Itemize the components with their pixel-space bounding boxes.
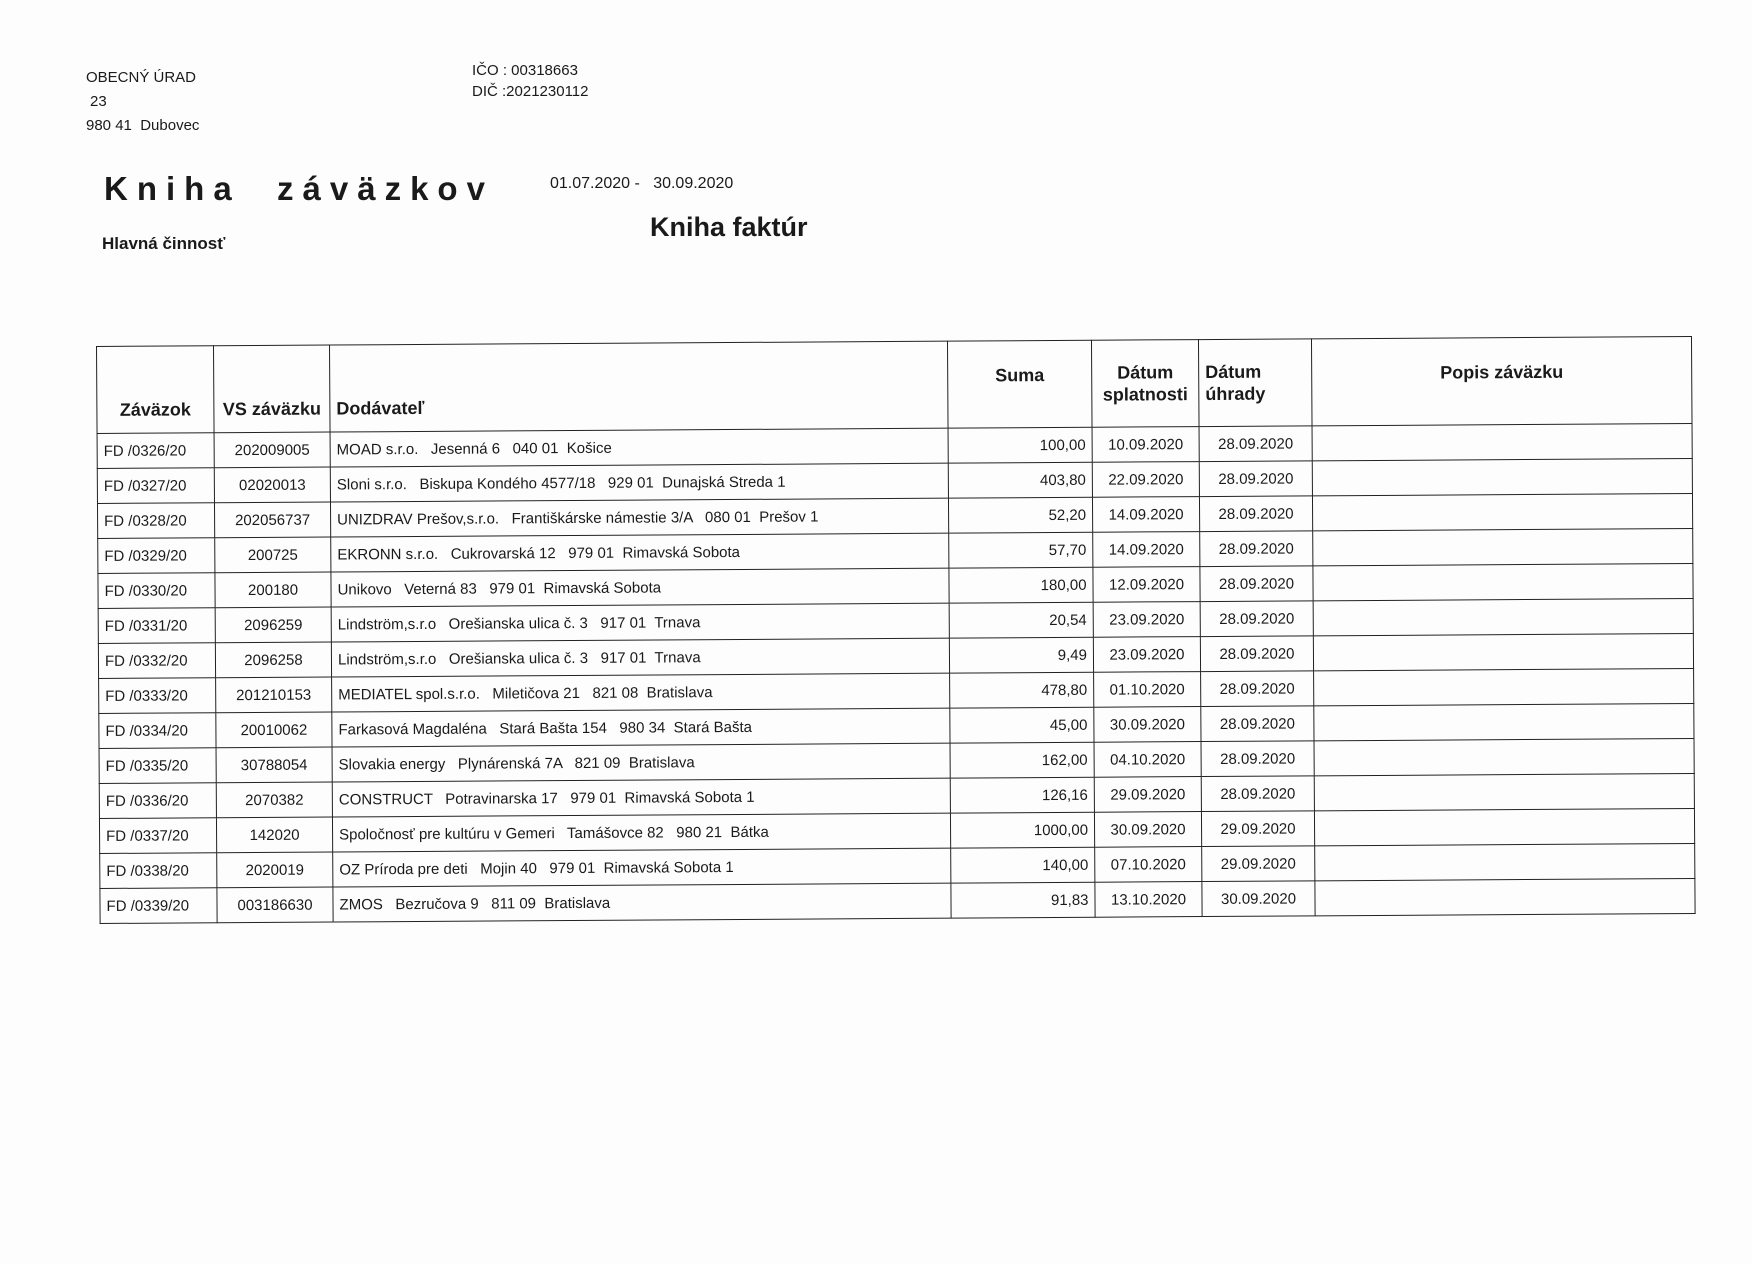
cell-id: FD /0333/20 <box>99 678 216 714</box>
cell-paid-date: 28.09.2020 <box>1201 741 1314 777</box>
cell-due-date: 23.09.2020 <box>1093 602 1200 638</box>
cell-supplier: Unikovo Veterná 83 979 01 Rimavská Sobota <box>331 568 949 607</box>
cell-vs: 2096259 <box>215 607 331 643</box>
cell-due-date: 04.10.2020 <box>1094 742 1201 778</box>
cell-supplier: CONSTRUCT Potravinarska 17 979 01 Rimavská Sobota 1 <box>332 778 950 817</box>
cell-due-date: 14.09.2020 <box>1092 497 1199 533</box>
cell-id: FD /0328/20 <box>97 503 214 539</box>
cell-vs: 2070382 <box>216 782 332 818</box>
cell-id: FD /0326/20 <box>97 433 214 469</box>
cell-vs: 200725 <box>215 537 331 573</box>
cell-due-date: 07.10.2020 <box>1095 847 1202 883</box>
cell-supplier: OZ Príroda pre deti Mojin 40 979 01 Rimavská Sobota 1 <box>333 848 951 887</box>
cell-supplier: ZMOS Bezručova 9 811 09 Bratislava <box>333 883 951 922</box>
cell-due-date: 29.09.2020 <box>1094 777 1201 813</box>
cell-description <box>1312 493 1692 530</box>
cell-supplier: MOAD s.r.o. Jesenná 6 040 01 Košice <box>330 428 948 467</box>
office-ids <box>472 60 588 102</box>
cell-amount: 45,00 <box>950 707 1094 743</box>
cell-due-date: 14.09.2020 <box>1093 532 1200 568</box>
cell-paid-date: 28.09.2020 <box>1199 496 1312 532</box>
dic-number: DIČ :2021230112 <box>472 83 589 100</box>
office-city: 980 41 Dubovec <box>86 117 200 134</box>
cell-id: FD /0332/20 <box>98 643 215 679</box>
cell-paid-date: 28.09.2020 <box>1201 706 1314 742</box>
cell-paid-date: 28.09.2020 <box>1201 671 1314 707</box>
office-name: OBECNÝ ÚRAD <box>86 69 197 86</box>
cell-amount: 57,70 <box>949 532 1093 568</box>
cell-paid-date: 28.09.2020 <box>1200 531 1313 567</box>
header-id: Záväzok <box>97 346 215 434</box>
cell-amount: 478,80 <box>950 672 1094 708</box>
cell-id: FD /0336/20 <box>99 783 216 819</box>
cell-description <box>1314 668 1694 705</box>
cell-amount: 180,00 <box>949 567 1093 603</box>
header-paid-line2: úhrady <box>1205 383 1266 405</box>
cell-description <box>1315 878 1695 915</box>
cell-paid-date: 28.09.2020 <box>1201 776 1314 812</box>
cell-description <box>1314 703 1694 740</box>
cell-amount: 52,20 <box>948 497 1092 533</box>
cell-amount: 9,49 <box>949 637 1093 673</box>
cell-supplier: EKRONN s.r.o. Cukrovarská 12 979 01 Rimavská Sobota <box>331 533 949 572</box>
cell-description <box>1313 633 1693 670</box>
header-paid-line1: Dátum <box>1205 361 1262 383</box>
cell-vs: 202009005 <box>214 432 330 468</box>
cell-amount: 140,00 <box>951 847 1095 883</box>
header-supplier: Dodávateľ <box>329 341 948 432</box>
cell-supplier: Sloni s.r.o. Biskupa Kondého 4577/18 929 01 Dunajská Streda 1 <box>330 463 948 502</box>
cell-due-date: 01.10.2020 <box>1094 672 1201 708</box>
cell-due-date: 22.09.2020 <box>1092 462 1199 498</box>
cell-id: FD /0334/20 <box>99 713 216 749</box>
cell-id: FD /0339/20 <box>100 888 217 924</box>
cell-vs: 003186630 <box>217 887 333 923</box>
cell-paid-date: 30.09.2020 <box>1202 881 1315 917</box>
cell-amount: 1000,00 <box>950 812 1094 848</box>
cell-amount: 162,00 <box>950 742 1094 778</box>
cell-paid-date: 28.09.2020 <box>1200 601 1313 637</box>
cell-id: FD /0337/20 <box>99 818 216 854</box>
cell-supplier: MEDIATEL spol.s.r.o. Miletičova 21 821 08 Bratislava <box>332 673 950 712</box>
cell-description <box>1314 738 1694 775</box>
invoice-table <box>96 336 1696 924</box>
cell-due-date: 10.09.2020 <box>1092 427 1199 463</box>
cell-amount: 100,00 <box>948 427 1092 463</box>
date-range: 01.07.2020 - 30.09.2020 <box>550 175 734 192</box>
ico-number: IČO : 00318663 <box>472 62 578 79</box>
book-name: Kniha faktúr <box>650 212 808 242</box>
cell-id: FD /0338/20 <box>100 853 217 889</box>
cell-vs: 02020013 <box>214 467 330 503</box>
cell-paid-date: 28.09.2020 <box>1199 426 1312 462</box>
cell-description <box>1313 598 1693 635</box>
cell-description <box>1313 528 1693 565</box>
cell-amount: 126,16 <box>950 777 1094 813</box>
cell-supplier: Lindström,s.r.o Orešianska ulica č. 3 917 01 Trnava <box>331 638 949 677</box>
cell-id: FD /0327/20 <box>97 468 214 504</box>
cell-amount: 20,54 <box>949 602 1093 638</box>
cell-id: FD /0335/20 <box>99 748 216 784</box>
cell-supplier: Slovakia energy Plynárenská 7A 821 09 Bratislava <box>332 743 950 782</box>
cell-paid-date: 29.09.2020 <box>1202 846 1315 882</box>
cell-vs: 142020 <box>216 817 332 853</box>
cell-vs: 30788054 <box>216 747 332 783</box>
cell-description <box>1314 773 1694 810</box>
cell-description <box>1314 808 1694 845</box>
cell-description <box>1312 458 1692 495</box>
document-title: Kniha záväzkov <box>104 170 494 207</box>
cell-due-date: 13.10.2020 <box>1095 882 1202 918</box>
header-vs: VS záväzku <box>214 345 331 433</box>
table-body <box>97 423 1695 923</box>
header-amount: Suma <box>947 340 1092 428</box>
header-due-line2: splatnosti <box>1102 384 1188 405</box>
cell-vs: 201210153 <box>216 677 332 713</box>
cell-vs: 202056737 <box>214 502 330 538</box>
cell-vs: 2096258 <box>215 642 331 678</box>
cell-due-date: 12.09.2020 <box>1093 567 1200 603</box>
header-description: Popis záväzku <box>1311 336 1692 425</box>
cell-id: FD /0329/20 <box>98 538 215 574</box>
cell-amount: 403,80 <box>948 462 1092 498</box>
cell-description <box>1312 423 1692 460</box>
cell-due-date: 23.09.2020 <box>1093 637 1200 673</box>
cell-paid-date: 28.09.2020 <box>1200 566 1313 602</box>
cell-amount: 91,83 <box>951 882 1095 918</box>
office-number: 23 <box>90 93 107 110</box>
cell-vs: 20010062 <box>216 712 332 748</box>
cell-description <box>1313 563 1693 600</box>
cell-description <box>1315 843 1695 880</box>
header-due-line1: Dátum <box>1117 362 1174 383</box>
cell-vs: 200180 <box>215 572 331 608</box>
cell-paid-date: 29.09.2020 <box>1201 811 1314 847</box>
cell-supplier: Lindström,s.r.o Orešianska ulica č. 3 917 01 Trnava <box>331 603 949 642</box>
table-header-row <box>97 336 1693 433</box>
activity-subtitle: Hlavná činnosť <box>102 234 226 253</box>
cell-supplier: UNIZDRAV Prešov,s.r.o. Františkárske námestie 3/A 080 01 Prešov 1 <box>330 498 948 537</box>
cell-paid-date: 28.09.2020 <box>1200 636 1313 672</box>
cell-due-date: 30.09.2020 <box>1094 812 1201 848</box>
cell-id: FD /0331/20 <box>98 608 215 644</box>
office-address <box>86 66 199 138</box>
cell-due-date: 30.09.2020 <box>1094 707 1201 743</box>
header-paid-date <box>1198 339 1312 427</box>
cell-vs: 2020019 <box>217 852 333 888</box>
cell-supplier: Spoločnosť pre kultúru v Gemeri Tamášovce 82 980 21 Bátka <box>332 813 950 852</box>
header-due-date <box>1091 340 1199 428</box>
cell-supplier: Farkasová Magdaléna Stará Bašta 154 980 34 Stará Bašta <box>332 708 950 747</box>
cell-id: FD /0330/20 <box>98 573 215 609</box>
cell-paid-date: 28.09.2020 <box>1199 461 1312 497</box>
